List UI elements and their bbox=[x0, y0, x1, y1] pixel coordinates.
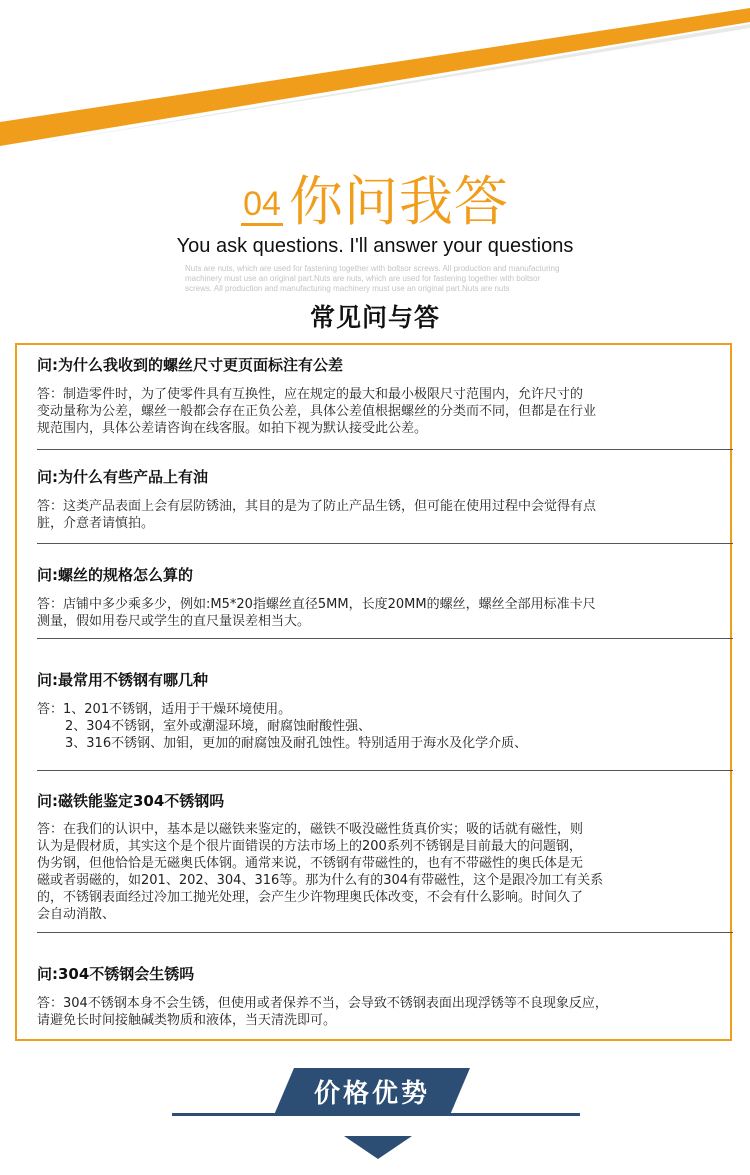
faq-answer bbox=[37, 498, 733, 532]
faq-item bbox=[37, 467, 733, 532]
faq-item bbox=[37, 791, 733, 923]
price-banner-graphic bbox=[0, 1058, 750, 1171]
faq-heading: 常见问与答 bbox=[309, 303, 440, 332]
section-number: 04 bbox=[241, 187, 283, 226]
faq-box bbox=[15, 343, 732, 1041]
faq-answer bbox=[37, 821, 733, 923]
answer-line: 伪劣钢，但他恰恰是无磁奥氏体钢。通常来说，不锈钢有带磁性的，也有不带磁性的奥氏体是无 bbox=[37, 856, 584, 871]
answer-line: 磁或者弱磁的，如201、202、304、316等。那为什么有的304有带磁性，这个是跟冷加工有关系 bbox=[37, 873, 604, 888]
faq-question: 问:304不锈钢会生锈吗 bbox=[37, 965, 195, 983]
answer-line: 2、304不锈钢，室外或潮湿环境，耐腐蚀耐酸性强、 bbox=[65, 719, 372, 734]
answer-line: 答：在我们的认识中，基本是以磁铁来鉴定的，磁铁不吸没磁性货真价实；吸的话就有磁性，则 bbox=[37, 822, 584, 837]
divider bbox=[37, 638, 733, 639]
page-subtitle: You ask questions. I'll answer your questions bbox=[176, 235, 574, 257]
faq-question: 问:螺丝的规格怎么算的 bbox=[37, 566, 193, 584]
faq-item bbox=[37, 670, 733, 752]
faq-answer bbox=[37, 596, 733, 630]
price-advantage-banner bbox=[0, 1058, 750, 1171]
page-title: 你问我答 bbox=[288, 170, 509, 233]
faq-item bbox=[37, 964, 733, 1029]
faq-answer bbox=[37, 701, 733, 752]
answer-line: 脏，介意者请慎拍。 bbox=[37, 516, 155, 531]
down-arrow-icon bbox=[344, 1136, 412, 1159]
answer-line: 答：1、201不锈钢，适用于干燥环境使用。 bbox=[37, 702, 292, 717]
faq-question: 问:为什么我收到的螺丝尺寸更页面标注有公差 bbox=[37, 356, 344, 374]
price-banner-label: 价格优势 bbox=[313, 1079, 431, 1109]
answer-line: 答：店铺中多少乘多少，例如:M5*20指螺丝直径5MM，长度20MM的螺丝，螺丝全部用标准卡尺 bbox=[37, 597, 596, 612]
divider bbox=[37, 543, 733, 544]
answer-line: 规范围内，具体公差请咨询在线客服。如拍下视为默认接受此公差。 bbox=[37, 421, 428, 436]
answer-line: 变动量称为公差，螺丝一般都会存在正负公差，具体公差值根据螺丝的分类而不同，但都是在行业 bbox=[37, 404, 597, 419]
answer-line: 答：这类产品表面上会有层防锈油，其目的是为了防止产品生锈，但可能在使用过程中会觉得有点 bbox=[37, 499, 597, 514]
faq-answer bbox=[37, 386, 733, 437]
answer-line: 认为是假材质，其实这个是个很片面错误的方法市场上的200系列不锈钢是目前最大的问题钢， bbox=[37, 839, 582, 854]
answer-line: 测量，假如用卷尺或学生的直尺量误差相当大。 bbox=[37, 614, 311, 629]
answer-line: 会自动消散、 bbox=[37, 907, 116, 922]
faq-item bbox=[37, 565, 733, 630]
page-header bbox=[0, 168, 750, 294]
answer-line: 的，不锈钢表面经过冷加工抛光处理，会产生少许物理奥氏体改变，不会有什么影响。时间久了 bbox=[37, 890, 584, 905]
faq-item bbox=[37, 355, 733, 437]
divider bbox=[37, 770, 733, 771]
faq-question: 问:为什么有些产品上有油 bbox=[37, 468, 208, 486]
answer-line: 答：304不锈钢本身不会生锈，但使用或者保养不当，会导致不锈钢表面出现浮锈等不良现象反应， bbox=[37, 996, 608, 1011]
faq-question: 问:磁铁能鉴定304不锈钢吗 bbox=[37, 792, 225, 810]
faq-answer bbox=[37, 995, 733, 1029]
title-row bbox=[0, 168, 750, 234]
divider bbox=[37, 449, 733, 450]
top-diagonal-band bbox=[0, 0, 750, 150]
answer-line: 答：制造零件时，为了使零件具有互换性，应在规定的最大和最小极限尺寸范围内，允许尺寸的 bbox=[37, 387, 584, 402]
faq-question: 问:最常用不锈钢有哪几种 bbox=[37, 671, 208, 689]
decorative-blurb: Nuts are nuts, which are used for fastening together with boltsor screws. All production and manufacturing machinery must use an original part.Nuts are nuts, which are used for fastening together with boltsor screws. All production and manufacturing machinery must use an original part.Nuts are nuts bbox=[185, 264, 560, 293]
answer-line: 请避免长时间接触碱类物质和液体，当天清洗即可。 bbox=[37, 1013, 337, 1028]
divider bbox=[37, 932, 733, 933]
answer-line: 3、316不锈钢、加钼，更加的耐腐蚀及耐孔蚀性。特别适用于海水及化学介质、 bbox=[65, 736, 528, 751]
